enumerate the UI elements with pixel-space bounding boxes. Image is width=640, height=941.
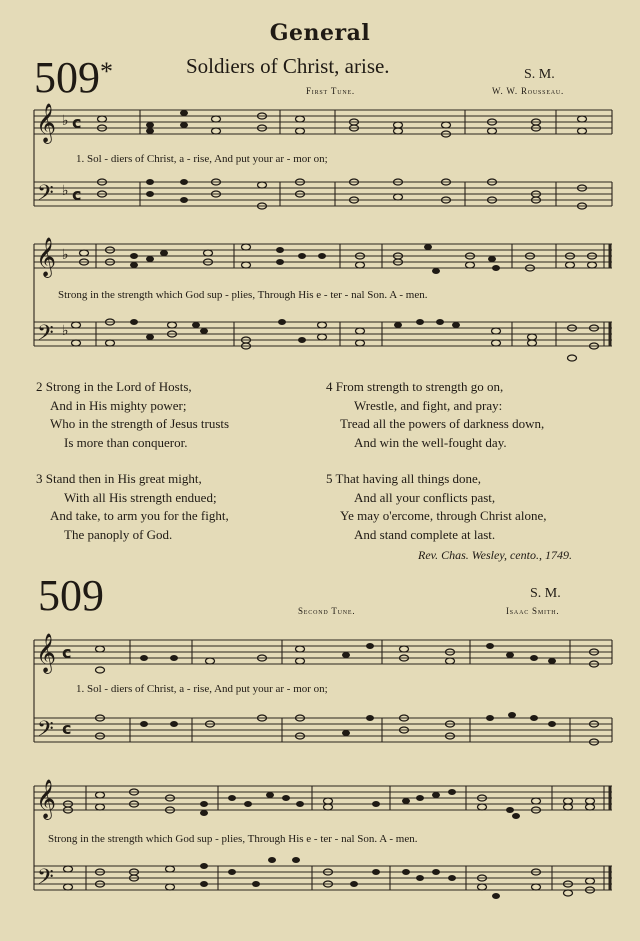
svg-text:♭: ♭ <box>62 323 69 339</box>
svg-text:♭: ♭ <box>62 113 69 129</box>
attribution: Rev. Chas. Wesley, cento., 1749. <box>418 548 572 562</box>
hymn-number: 509 <box>38 571 104 620</box>
verse-line: And stand complete at last. <box>354 526 496 542</box>
verse <box>36 378 229 452</box>
verse-line: With all His strength endued; <box>64 489 217 505</box>
verse-line: The panoply of God. <box>64 526 173 542</box>
svg-text:c: c <box>72 185 82 204</box>
verse-line: And in His mighty power; <box>50 397 187 413</box>
composer: Isaac Smith. <box>506 606 560 616</box>
lyrics-line: 1. Sol - diers of Christ, a - rise, And put your ar - mor on; <box>76 153 328 165</box>
verse <box>326 470 546 544</box>
verse-number: 2 <box>36 379 43 394</box>
verse-number: 4 <box>326 379 333 394</box>
hymn-number-text: 509 <box>34 53 100 102</box>
verse-line: Wrestle, and fight, and pray: <box>354 397 503 413</box>
verse-line: 2 Strong in the Lord of Hosts, <box>36 379 192 394</box>
meter: S. M. <box>524 67 555 82</box>
svg-text:c: c <box>72 113 82 132</box>
treble-clef-icon: 𝄞 <box>36 103 57 143</box>
lyrics-line: 1. Sol - diers of Christ, a - rise, And put your ar - mor on; <box>76 683 328 695</box>
bass-clef-icon: 𝄢 <box>37 321 54 351</box>
verse-line: Is more than conqueror. <box>64 434 188 450</box>
treble-staff <box>34 110 612 134</box>
svg-text:c: c <box>62 719 72 738</box>
bass-clef-icon: 𝄢 <box>37 865 54 895</box>
bass-staff <box>34 182 612 206</box>
verse-line: Ye may o'ercome, through Christ alone, <box>340 508 547 523</box>
bass-clef-icon: 𝄢 <box>37 717 54 747</box>
verse <box>326 378 544 452</box>
lyrics-line: Strong in the strength which God sup - plies, Through His e - ter - nal Son. A - men. <box>48 833 418 845</box>
verse <box>36 470 229 544</box>
tune-label: First Tune. <box>306 86 355 96</box>
verse-line: Tread all the powers of darkness down, <box>340 416 545 431</box>
verse-line: And win the well-fought day. <box>354 434 507 450</box>
verse-number: 3 <box>36 471 43 486</box>
verse-number: 5 <box>326 471 333 486</box>
hymn-mark: * <box>100 57 113 86</box>
verse-line: Who in the strength of Jesus trusts <box>50 416 230 431</box>
tune-label: Second Tune. <box>298 606 356 616</box>
composer: W. W. Rousseau. <box>492 86 565 96</box>
lyrics-line: Strong in the strength which God sup - plies, Through His e - ter - nal Son. A - men. <box>58 289 428 301</box>
verse-line: 5 That having all things done, <box>326 471 482 486</box>
treble-clef-icon: 𝄞 <box>36 779 57 819</box>
bass-clef-icon: 𝄢 <box>37 181 54 211</box>
hymn-title: Soldiers of Christ, arise. <box>186 54 390 78</box>
verse-line: 4 From strength to strength go on, <box>326 379 504 394</box>
svg-text:c: c <box>62 643 72 662</box>
verse-line: And take, to arm you for the fight, <box>50 508 229 523</box>
treble-clef-icon: 𝄞 <box>36 237 57 277</box>
svg-text:♭: ♭ <box>62 247 69 263</box>
verse-line: 3 Stand then in His great might, <box>36 471 202 486</box>
svg-text:♭: ♭ <box>62 183 69 199</box>
verse-line: And all your conflicts past, <box>354 489 496 505</box>
meter: S. M. <box>530 586 561 601</box>
treble-clef-icon: 𝄞 <box>36 633 57 673</box>
section-title: General <box>269 20 371 46</box>
